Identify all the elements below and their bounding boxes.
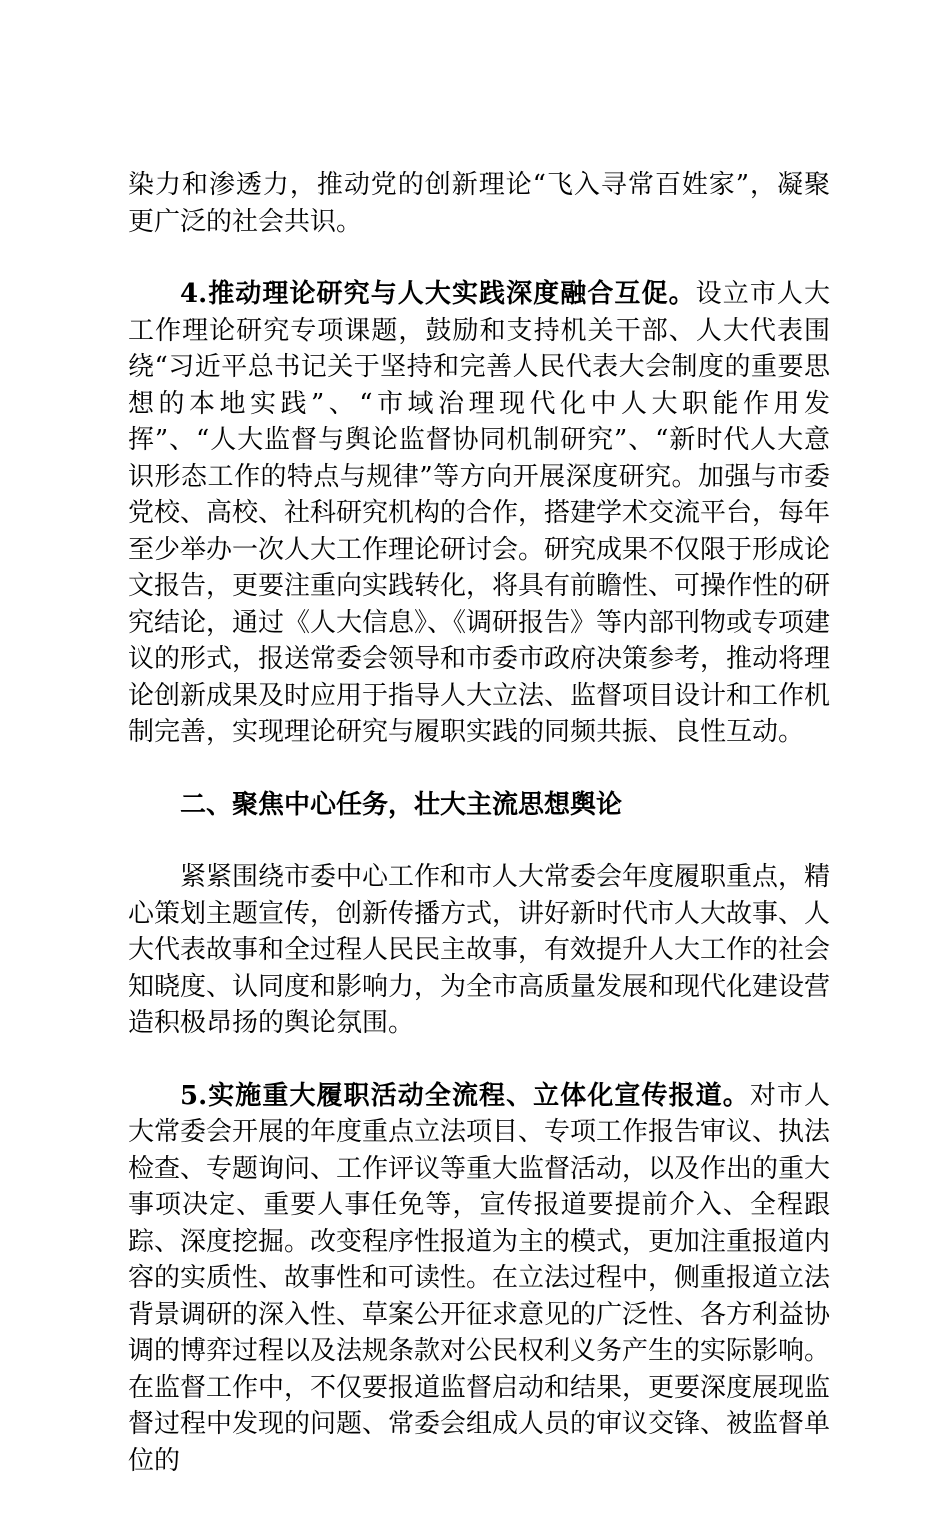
item-4-heading: 4.推动理论研究与人大实践深度融合互促。 [180, 279, 696, 309]
section-2-heading: 二、聚焦中心任务，壮大主流思想舆论 [180, 789, 623, 820]
item-4-body: 设立市人大工作理论研究专项课题，鼓励和支持机关干部、人大代表围绕“习近平总书记关于坚持和完善人民代表大会制度的重要思想的本地实践”、“市域治理现代化中人大职能作用发挥”、“人大监督与舆论监督协同机制研究”、“新时代人大意识形态工作的特点与规律”等方向开展深度研究。加强与市委党校、高校、社科研究机构的合作，搭建学术交流平台，每年至少举办一次人大工作理论研讨会。研究成果不仅限于形成论文报告，更要注重向实践转化，将具有前瞻性、可操作性的研究结论，通过《人大信息》、《调研报告》等内部刊物或专项建议的形式，报送常委会领导和市委市政府决策参考，推动将理论创新成果及时应用于指导人大立法、监督项目设计和工作机制完善，实现理论研究与履职实践的同频共振、良性互动。 [128, 279, 831, 747]
section-2-intro: 紧紧围绕市委中心工作和市人大常委会年度履职重点，精心策划主题宣传，创新传播方式，讲好新时代市人大故事、人大代表故事和全过程人民民主故事，有效提升人大工作的社会知晓度、认同度和影响力，为全市高质量发展和现代化建设营造积极昂扬的舆论氛围。 [128, 862, 831, 1038]
paragraph-item-4 [128, 276, 830, 751]
item-5-heading: 5.实施重大履职活动全流程、立体化宣传报道。 [180, 1080, 750, 1111]
paragraph-continuation: 染力和渗透力，推动党的创新理论“飞入寻常百姓家”，凝聚更广泛的社会共识。 [128, 170, 830, 237]
item-5-body: 对市人大常委会开展的年度重点立法项目、专项工作报告审议、执法检查、专题询问、工作评议等重大监督活动，以及作出的重大事项决定、重要人事任免等，宣传报道要提前介入、全程跟踪、深度挖掘。改变程序性报道为主的模式，更加注重报道内容的实质性、故事性和可读性。在立法过程中，侧重报道立法背景调研的深入性、草案公开征求意见的广泛性、各方利益协调的博弈过程以及法规条款对公民权利义务产生的实际影响。在监督工作中，不仅要报道监督启动和结果，更要深度展现监督过程中发现的问题、常委会组成人员的审议交锋、被监督单位的 [128, 1080, 831, 1476]
paragraph-item-5 [128, 1078, 830, 1480]
document-page [128, 167, 830, 1515]
